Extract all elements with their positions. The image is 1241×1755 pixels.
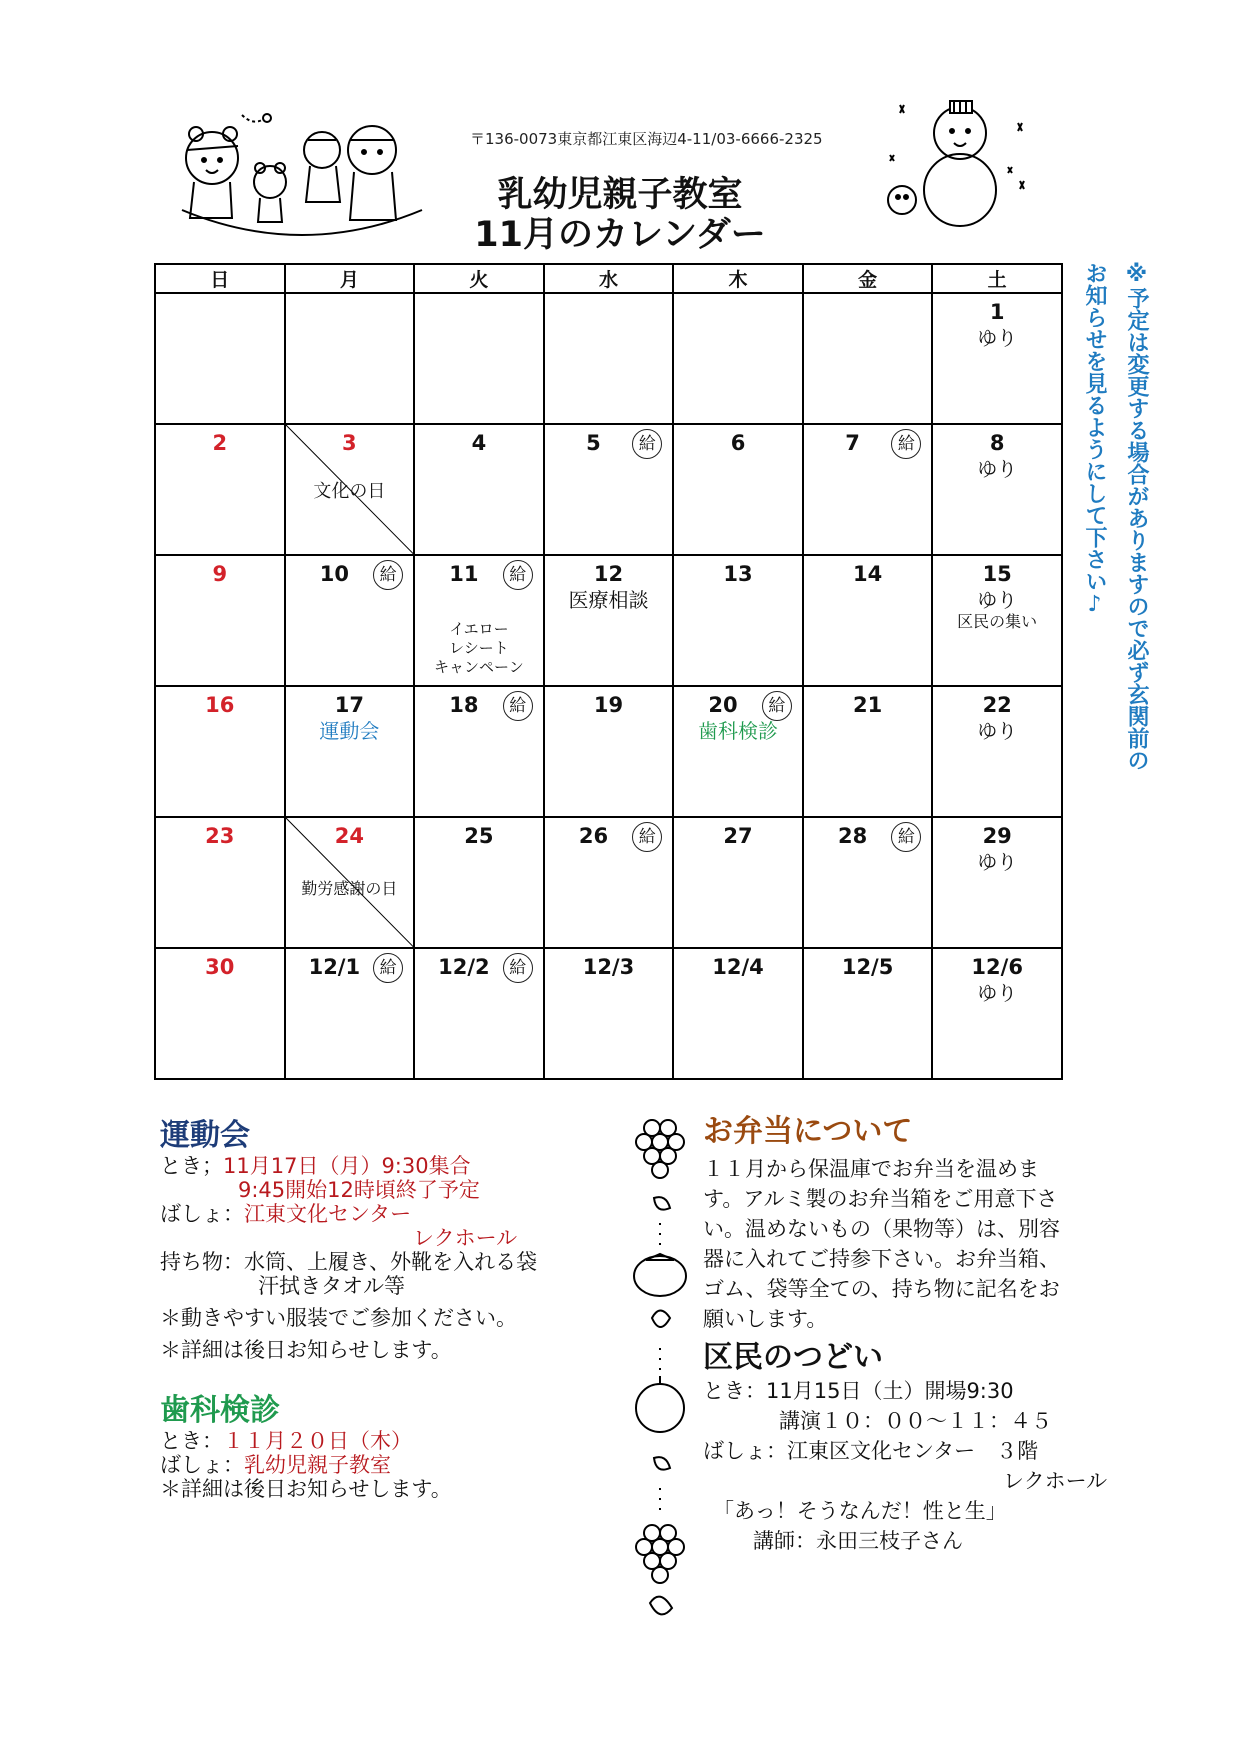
calendar-day-cell (673, 817, 803, 948)
calendar-day-cell (673, 424, 803, 555)
day-number: 12/6 (971, 955, 1023, 979)
calendar-day-cell (803, 817, 933, 948)
undokai-items-label: 持ち物： (160, 1250, 244, 1274)
day-number: 11 (449, 562, 479, 586)
calendar-day-cell (673, 555, 803, 686)
dental-where (160, 1453, 452, 1477)
day-number: 20 (708, 693, 738, 717)
campaign-line: キャンペーン (434, 658, 524, 676)
kumin-lecture-time: 講演１０：００～１１：４５ (779, 1409, 1052, 1433)
undokai-where (160, 1202, 537, 1226)
lunch-mark-icon: 給 (762, 691, 792, 721)
side-notice (1064, 262, 1148, 862)
calendar-day-cell (932, 817, 1062, 948)
fruit-column-decoration (630, 1108, 690, 1632)
calendar-day-cell (155, 555, 285, 686)
calendar-day-cell (932, 686, 1062, 817)
day-number: 24 (334, 824, 364, 848)
yuri-label: ゆり (977, 850, 1018, 874)
calendar-day-cell (544, 817, 674, 948)
lunch-mark-icon: 給 (503, 953, 533, 983)
side-notice-line-2: お知らせを見るようにして下さい♪ (1082, 262, 1107, 617)
day-number: 12/2 (438, 955, 490, 979)
calendar-day-cell (803, 293, 933, 424)
campaign-note (415, 620, 543, 677)
dental-where-label: ばしょ： (160, 1453, 244, 1477)
event-note: 運動会 (319, 719, 380, 743)
bento-line-2: す。アルミ製のお弁当箱をご用意下さ (703, 1187, 1058, 1211)
side-notice-line-1: ※予定は変更する場合がありますので必ず玄関前の (1124, 262, 1149, 771)
dental-when-value: １１月２０日（木） (223, 1429, 412, 1453)
day-number: 28 (837, 824, 868, 848)
calendar-day-cell (155, 817, 285, 948)
undokai-when-label: とき； (160, 1154, 223, 1178)
calendar-day-cell (414, 293, 544, 424)
day-number: 17 (334, 693, 364, 717)
calendar-day-cell (155, 293, 285, 424)
undokai-note-2: ＊詳細は後日お知らせします。 (160, 1338, 452, 1362)
day-number: 29 (982, 824, 1012, 848)
address-line: 〒136-0073東京都江東区海辺4-11/03-6666-2325 (470, 130, 823, 148)
children-jumprope-illustration (172, 110, 432, 244)
undokai-where-label: ばしょ： (160, 1202, 244, 1226)
event-note: 歯科検診 (698, 719, 779, 743)
day-number: 21 (852, 693, 883, 717)
calendar-day-cell (932, 424, 1062, 555)
yuri-label: ゆり (977, 588, 1018, 612)
yuri-label: ゆり (977, 326, 1018, 350)
dental-heading: 歯科検診 (160, 1393, 280, 1428)
yuri-label: ゆり (977, 981, 1018, 1005)
yuri-label: ゆり (977, 457, 1018, 481)
day-number: 12/3 (582, 955, 635, 979)
event-note: 医療相談 (568, 588, 649, 612)
day-number: 1 (989, 300, 1005, 324)
kumin-where: ばしょ：江東区文化センター ３階 (703, 1439, 1039, 1463)
calendar-day-cell (932, 293, 1062, 424)
undokai-note-1: ＊動きやすい服装でご参加ください。 (160, 1306, 517, 1330)
bento-line-5: ゴム、袋等全ての、持ち物に記名をお (703, 1277, 1060, 1301)
calendar-day-cell (155, 686, 285, 817)
kumin-hall: レクホール (1003, 1469, 1108, 1493)
day-number: 4 (471, 431, 487, 455)
day-number: 6 (730, 431, 746, 455)
day-number: 12/1 (308, 955, 361, 979)
title-line-2: 11月のカレンダー (474, 215, 766, 255)
lunch-mark-icon: 給 (632, 429, 662, 459)
yuri-label: ゆり (977, 719, 1018, 743)
bento-section (703, 1114, 1143, 1334)
lunch-mark-icon: 給 (503, 691, 533, 721)
weekday-sun: 日 (155, 264, 285, 293)
calendar-day-cell (285, 293, 415, 424)
undokai-section (160, 1118, 537, 1362)
day-number: 5 (586, 431, 601, 455)
lunch-mark-icon: 給 (891, 822, 921, 852)
bento-line-4: 器に入れてご持参下さい。お弁当箱、 (703, 1247, 1060, 1271)
lunch-mark-icon: 給 (373, 953, 403, 983)
day-number: 14 (852, 562, 883, 586)
calendar-day-cell (673, 686, 803, 817)
calendar-week-row (155, 686, 1062, 817)
calendar-day-cell (285, 424, 415, 555)
weekday-tue: 火 (414, 264, 544, 293)
day-number: 13 (723, 562, 753, 586)
calendar-day-cell (155, 424, 285, 555)
dental-when-label: とき： (160, 1429, 223, 1453)
undokai-where-value1: 江東文化センター (244, 1202, 412, 1226)
day-number: 15 (982, 562, 1012, 586)
dental-note: ＊詳細は後日お知らせします。 (160, 1477, 452, 1501)
undokai-when-value2: 9:45開始12時頃終了予定 (238, 1178, 480, 1202)
undokai-heading: 運動会 (160, 1118, 250, 1153)
bento-line-1: １１月から保温庫でお弁当を温めま (703, 1157, 1039, 1181)
calendar-week-row (155, 555, 1062, 686)
day-number: 8 (989, 431, 1005, 455)
weekday-fri: 金 (803, 264, 933, 293)
lunch-mark-icon: 給 (632, 822, 662, 852)
calendar-day-cell (285, 948, 415, 1079)
calendar-day-cell (803, 686, 933, 817)
calendar-day-cell (544, 948, 674, 1079)
calendar-week-row (155, 424, 1062, 555)
calendar-day-cell (673, 293, 803, 424)
day-number: 16 (205, 693, 235, 717)
calendar-day-cell (285, 817, 415, 948)
calendar-day-cell (414, 817, 544, 948)
day-number: 2 (212, 431, 228, 455)
undokai-when (160, 1154, 537, 1178)
undokai-where-value2: レクホール (413, 1226, 518, 1250)
kumin-lecturer: 講師：永田三枝子さん (753, 1529, 963, 1553)
day-number: 19 (593, 693, 624, 717)
campaign-line: イエロー (449, 620, 509, 638)
weekday-mon: 月 (285, 264, 415, 293)
day-number: 27 (723, 824, 753, 848)
title-line-1: 乳幼児親子教室 (497, 175, 743, 215)
lunch-mark-icon: 給 (373, 560, 403, 590)
undokai-items (160, 1250, 537, 1274)
weekday-thu: 木 (673, 264, 803, 293)
undokai-items-value1: 水筒、上履き、外靴を入れる袋 (244, 1250, 538, 1274)
day-number: 3 (342, 431, 357, 455)
kumin-theme: 「あっ！そうなんだ！性と生」 (713, 1499, 1007, 1523)
calendar-day-cell (544, 555, 674, 686)
calendar-day-cell (285, 686, 415, 817)
calendar-day-cell (932, 555, 1062, 686)
calendar-body (155, 293, 1062, 1079)
day-number: 9 (212, 562, 228, 586)
weekday-sat: 土 (932, 264, 1062, 293)
dental-where-value: 乳幼児親子教室 (244, 1453, 391, 1477)
day-number: 10 (319, 562, 349, 586)
kumin-when: とき：11月15日（土）開場9:30 (703, 1379, 1014, 1403)
calendar-day-cell (803, 948, 933, 1079)
calendar-day-cell (414, 424, 544, 555)
weekday-header-row (155, 264, 1062, 293)
day-number: 18 (449, 693, 479, 717)
undokai-items-value2: 汗拭きタオル等 (258, 1274, 405, 1298)
calendar-day-cell (932, 948, 1062, 1079)
page-title (400, 175, 840, 255)
weekday-wed: 水 (544, 264, 674, 293)
holiday-label: 勤労感謝の日 (301, 879, 398, 898)
calendar-day-cell (155, 948, 285, 1079)
calendar-day-cell (414, 948, 544, 1079)
bento-line-3: い。温めないもの（果物等）は、別容 (703, 1217, 1060, 1241)
day-number: 12/5 (841, 955, 894, 979)
kumin-heading: 区民のつどい (703, 1340, 883, 1375)
kumin-section (703, 1340, 1143, 1556)
day-number: 23 (205, 824, 235, 848)
day-number: 22 (982, 693, 1012, 717)
dental-when (160, 1429, 452, 1453)
lunch-mark-icon: 給 (891, 429, 921, 459)
bento-line-6: 願いします。 (703, 1307, 828, 1331)
calendar-week-row (155, 817, 1062, 948)
calendar-week-row (155, 948, 1062, 1079)
calendar-day-cell (803, 424, 933, 555)
day-number: 25 (464, 824, 494, 848)
calendar-day-cell (285, 555, 415, 686)
calendar-week-row (155, 293, 1062, 424)
day-number: 30 (205, 955, 235, 979)
event-note-small: 区民の集い (957, 612, 1038, 631)
calendar-day-cell (414, 686, 544, 817)
calendar-day-cell (544, 424, 674, 555)
bento-heading: お弁当について (703, 1114, 913, 1149)
calendar-day-cell (803, 555, 933, 686)
calendar-day-cell (544, 293, 674, 424)
calendar-table (154, 263, 1063, 1080)
day-number: 12 (593, 562, 624, 586)
day-number: 7 (845, 431, 860, 455)
calendar-day-cell (414, 555, 544, 686)
snowman-illustration (880, 95, 1040, 239)
day-number: 26 (578, 824, 609, 848)
day-number: 12/4 (712, 955, 764, 979)
calendar-day-cell (673, 948, 803, 1079)
dental-section (160, 1393, 452, 1501)
campaign-line: レシート (449, 639, 509, 657)
holiday-label: 文化の日 (313, 481, 386, 502)
calendar-day-cell (544, 686, 674, 817)
lunch-mark-icon: 給 (503, 560, 533, 590)
undokai-when-value1: 11月17日（月）9:30集合 (223, 1154, 471, 1178)
